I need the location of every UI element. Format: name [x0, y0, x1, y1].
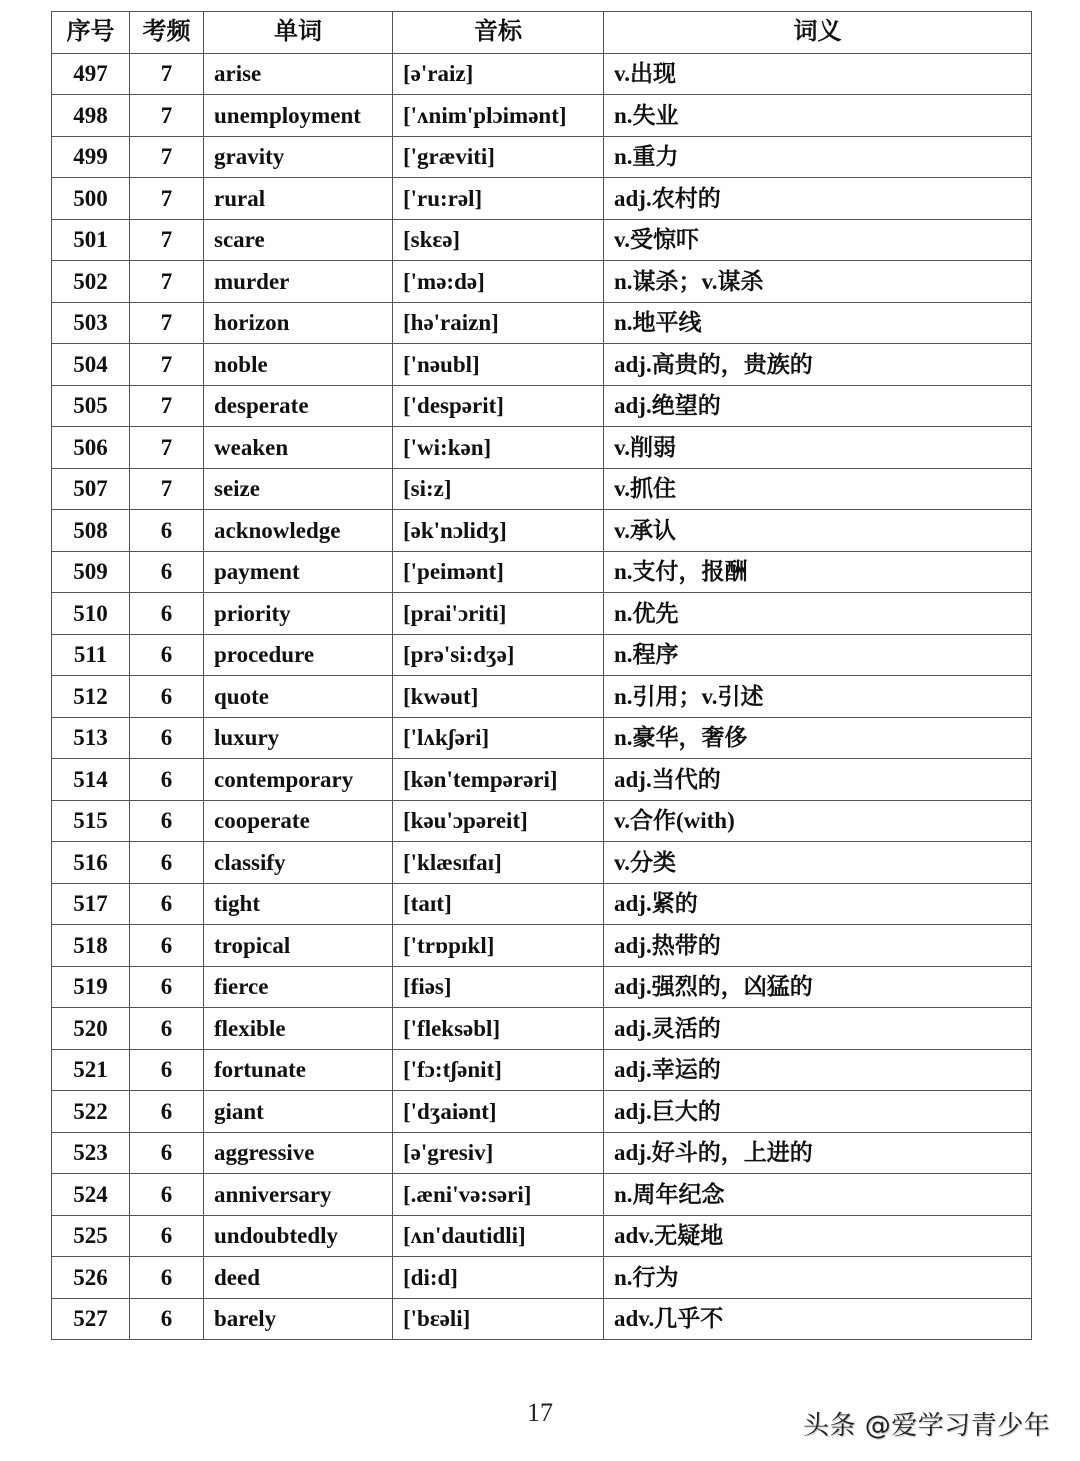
cell-word: horizon: [204, 302, 393, 344]
cell-definition: n.引用；v.引述: [604, 676, 1032, 718]
cell-word: deed: [204, 1257, 393, 1299]
cell-word: aggressive: [204, 1132, 393, 1174]
cell-definition: n.程序: [604, 634, 1032, 676]
cell-index: 515: [52, 800, 130, 842]
cell-frequency: 6: [130, 634, 204, 676]
cell-index: 505: [52, 385, 130, 427]
cell-index: 520: [52, 1008, 130, 1050]
cell-word: gravity: [204, 136, 393, 178]
cell-index: 503: [52, 302, 130, 344]
cell-word: weaken: [204, 427, 393, 469]
cell-frequency: 7: [130, 344, 204, 386]
cell-index: 517: [52, 883, 130, 925]
cell-index: 526: [52, 1257, 130, 1299]
table-row: [52, 302, 1032, 344]
cell-word: acknowledge: [204, 510, 393, 552]
cell-phonetic: ['mə:də]: [393, 261, 604, 303]
cell-index: 501: [52, 219, 130, 261]
cell-phonetic: ['ʌnim'plɔimənt]: [393, 95, 604, 137]
table-row: [52, 219, 1032, 261]
cell-index: 498: [52, 95, 130, 137]
cell-word: desperate: [204, 385, 393, 427]
cell-frequency: 7: [130, 95, 204, 137]
cell-index: 522: [52, 1091, 130, 1133]
cell-frequency: 6: [130, 883, 204, 925]
page-number: 17: [527, 1398, 553, 1427]
table-row: [52, 593, 1032, 635]
table-row: [52, 95, 1032, 137]
cell-frequency: 6: [130, 842, 204, 884]
table-header-row: [52, 12, 1032, 54]
cell-frequency: 6: [130, 593, 204, 635]
cell-definition: n.谋杀；v.谋杀: [604, 261, 1032, 303]
cell-phonetic: ['græviti]: [393, 136, 604, 178]
cell-definition: adj.绝望的: [604, 385, 1032, 427]
cell-word: noble: [204, 344, 393, 386]
cell-phonetic: [hə'raizn]: [393, 302, 604, 344]
cell-definition: adv.无疑地: [604, 1215, 1032, 1257]
cell-word: fierce: [204, 966, 393, 1008]
cell-frequency: 6: [130, 1132, 204, 1174]
cell-word: undoubtedly: [204, 1215, 393, 1257]
table-row: [52, 510, 1032, 552]
table-row: [52, 676, 1032, 718]
cell-definition: adj.农村的: [604, 178, 1032, 220]
cell-index: 511: [52, 634, 130, 676]
cell-frequency: 6: [130, 1174, 204, 1216]
cell-frequency: 6: [130, 925, 204, 967]
cell-index: 510: [52, 593, 130, 635]
header-phonetic: 音标: [393, 12, 604, 54]
cell-definition: n.地平线: [604, 302, 1032, 344]
cell-definition: adj.紧的: [604, 883, 1032, 925]
cell-word: contemporary: [204, 759, 393, 801]
cell-phonetic: [ək'nɔlidʒ]: [393, 510, 604, 552]
cell-index: 524: [52, 1174, 130, 1216]
cell-phonetic: [fiəs]: [393, 966, 604, 1008]
cell-word: murder: [204, 261, 393, 303]
table-row: [52, 1174, 1032, 1216]
cell-definition: adj.热带的: [604, 925, 1032, 967]
table-row: [52, 1132, 1032, 1174]
table-row: [52, 842, 1032, 884]
cell-phonetic: ['fleksəbl]: [393, 1008, 604, 1050]
cell-frequency: 6: [130, 1091, 204, 1133]
cell-frequency: 6: [130, 966, 204, 1008]
cell-frequency: 6: [130, 1049, 204, 1091]
cell-phonetic: ['klæsɪfaɪ]: [393, 842, 604, 884]
table-row: [52, 1257, 1032, 1299]
cell-phonetic: ['dʒaiənt]: [393, 1091, 604, 1133]
cell-index: 516: [52, 842, 130, 884]
cell-frequency: 6: [130, 1257, 204, 1299]
cell-index: 518: [52, 925, 130, 967]
cell-index: 512: [52, 676, 130, 718]
cell-frequency: 6: [130, 759, 204, 801]
table-row: [52, 634, 1032, 676]
cell-phonetic: ['ru:rəl]: [393, 178, 604, 220]
cell-phonetic: ['fɔ:tʃənit]: [393, 1049, 604, 1091]
cell-word: procedure: [204, 634, 393, 676]
cell-definition: adv.几乎不: [604, 1298, 1032, 1340]
cell-word: giant: [204, 1091, 393, 1133]
cell-definition: adj.强烈的，凶猛的: [604, 966, 1032, 1008]
cell-phonetic: [taɪt]: [393, 883, 604, 925]
cell-word: barely: [204, 1298, 393, 1340]
cell-phonetic: [kwəut]: [393, 676, 604, 718]
cell-word: priority: [204, 593, 393, 635]
cell-phonetic: ['peimənt]: [393, 551, 604, 593]
cell-frequency: 7: [130, 219, 204, 261]
cell-index: 509: [52, 551, 130, 593]
cell-phonetic: [skɛə]: [393, 219, 604, 261]
cell-definition: n.周年纪念: [604, 1174, 1032, 1216]
cell-index: 523: [52, 1132, 130, 1174]
cell-word: luxury: [204, 717, 393, 759]
cell-index: 502: [52, 261, 130, 303]
cell-word: anniversary: [204, 1174, 393, 1216]
table-row: [52, 385, 1032, 427]
cell-definition: adj.巨大的: [604, 1091, 1032, 1133]
cell-word: fortunate: [204, 1049, 393, 1091]
vocabulary-table: [51, 11, 1032, 1340]
cell-definition: adj.灵活的: [604, 1008, 1032, 1050]
cell-definition: n.失业: [604, 95, 1032, 137]
cell-phonetic: [si:z]: [393, 468, 604, 510]
table-row: [52, 344, 1032, 386]
cell-definition: v.削弱: [604, 427, 1032, 469]
table-row: [52, 53, 1032, 95]
cell-frequency: 6: [130, 1008, 204, 1050]
header-definition: 词义: [604, 12, 1032, 54]
cell-index: 514: [52, 759, 130, 801]
cell-index: 504: [52, 344, 130, 386]
cell-frequency: 7: [130, 178, 204, 220]
cell-phonetic: ['wi:kən]: [393, 427, 604, 469]
cell-word: flexible: [204, 1008, 393, 1050]
cell-definition: v.抓住: [604, 468, 1032, 510]
cell-word: seize: [204, 468, 393, 510]
cell-definition: n.行为: [604, 1257, 1032, 1299]
table-body: [52, 53, 1032, 1340]
cell-phonetic: [ʌn'dautidli]: [393, 1215, 604, 1257]
table-row: [52, 1215, 1032, 1257]
cell-word: scare: [204, 219, 393, 261]
cell-frequency: 7: [130, 53, 204, 95]
cell-word: quote: [204, 676, 393, 718]
table-row: [52, 1298, 1032, 1340]
table-row: [52, 427, 1032, 469]
table-row: [52, 800, 1032, 842]
cell-phonetic: [prə'si:dʒə]: [393, 634, 604, 676]
cell-phonetic: ['trɒpɪkl]: [393, 925, 604, 967]
cell-definition: adj.好斗的，上进的: [604, 1132, 1032, 1174]
cell-definition: n.支付，报酬: [604, 551, 1032, 593]
cell-frequency: 7: [130, 302, 204, 344]
cell-index: 525: [52, 1215, 130, 1257]
cell-definition: v.分类: [604, 842, 1032, 884]
cell-definition: n.豪华，奢侈: [604, 717, 1032, 759]
cell-index: 507: [52, 468, 130, 510]
table-row: [52, 717, 1032, 759]
cell-frequency: 6: [130, 1215, 204, 1257]
cell-phonetic: ['lʌkʃəri]: [393, 717, 604, 759]
watermark: 头条 @爱学习青少年: [803, 1411, 1051, 1441]
table-row: [52, 759, 1032, 801]
cell-frequency: 7: [130, 427, 204, 469]
table-row: [52, 261, 1032, 303]
cell-phonetic: ['bɛəli]: [393, 1298, 604, 1340]
cell-frequency: 7: [130, 136, 204, 178]
cell-phonetic: [.æni'və:səri]: [393, 1174, 604, 1216]
cell-index: 508: [52, 510, 130, 552]
cell-frequency: 7: [130, 468, 204, 510]
cell-index: 500: [52, 178, 130, 220]
header-index: 序号: [52, 12, 130, 54]
cell-word: payment: [204, 551, 393, 593]
cell-definition: n.优先: [604, 593, 1032, 635]
cell-index: 506: [52, 427, 130, 469]
cell-index: 513: [52, 717, 130, 759]
cell-definition: v.承认: [604, 510, 1032, 552]
cell-phonetic: [kəu'ɔpəreit]: [393, 800, 604, 842]
cell-frequency: 6: [130, 510, 204, 552]
cell-definition: n.重力: [604, 136, 1032, 178]
cell-index: 527: [52, 1298, 130, 1340]
cell-definition: adj.当代的: [604, 759, 1032, 801]
cell-word: arise: [204, 53, 393, 95]
cell-frequency: 6: [130, 717, 204, 759]
cell-frequency: 6: [130, 676, 204, 718]
cell-definition: v.受惊吓: [604, 219, 1032, 261]
cell-phonetic: [prai'ɔriti]: [393, 593, 604, 635]
table-row: [52, 136, 1032, 178]
table-row: [52, 178, 1032, 220]
cell-index: 521: [52, 1049, 130, 1091]
cell-word: tropical: [204, 925, 393, 967]
cell-phonetic: [ə'gresiv]: [393, 1132, 604, 1174]
cell-frequency: 7: [130, 385, 204, 427]
table-row: [52, 1049, 1032, 1091]
header-word: 单词: [204, 12, 393, 54]
cell-phonetic: ['nəubl]: [393, 344, 604, 386]
table-row: [52, 1008, 1032, 1050]
table-row: [52, 966, 1032, 1008]
cell-index: 519: [52, 966, 130, 1008]
cell-word: unemployment: [204, 95, 393, 137]
cell-word: classify: [204, 842, 393, 884]
cell-definition: adj.高贵的，贵族的: [604, 344, 1032, 386]
cell-definition: v.出现: [604, 53, 1032, 95]
cell-phonetic: [ə'raiz]: [393, 53, 604, 95]
cell-frequency: 6: [130, 1298, 204, 1340]
cell-phonetic: [kən'tempərəri]: [393, 759, 604, 801]
header-frequency: 考频: [130, 12, 204, 54]
cell-phonetic: [di:d]: [393, 1257, 604, 1299]
cell-index: 497: [52, 53, 130, 95]
table-row: [52, 883, 1032, 925]
cell-frequency: 6: [130, 800, 204, 842]
cell-frequency: 7: [130, 261, 204, 303]
cell-word: tight: [204, 883, 393, 925]
cell-word: cooperate: [204, 800, 393, 842]
cell-phonetic: ['despərit]: [393, 385, 604, 427]
cell-definition: v.合作(with): [604, 800, 1032, 842]
table-row: [52, 925, 1032, 967]
cell-index: 499: [52, 136, 130, 178]
cell-frequency: 6: [130, 551, 204, 593]
table-row: [52, 1091, 1032, 1133]
cell-word: rural: [204, 178, 393, 220]
table-row: [52, 551, 1032, 593]
cell-definition: adj.幸运的: [604, 1049, 1032, 1091]
table-row: [52, 468, 1032, 510]
